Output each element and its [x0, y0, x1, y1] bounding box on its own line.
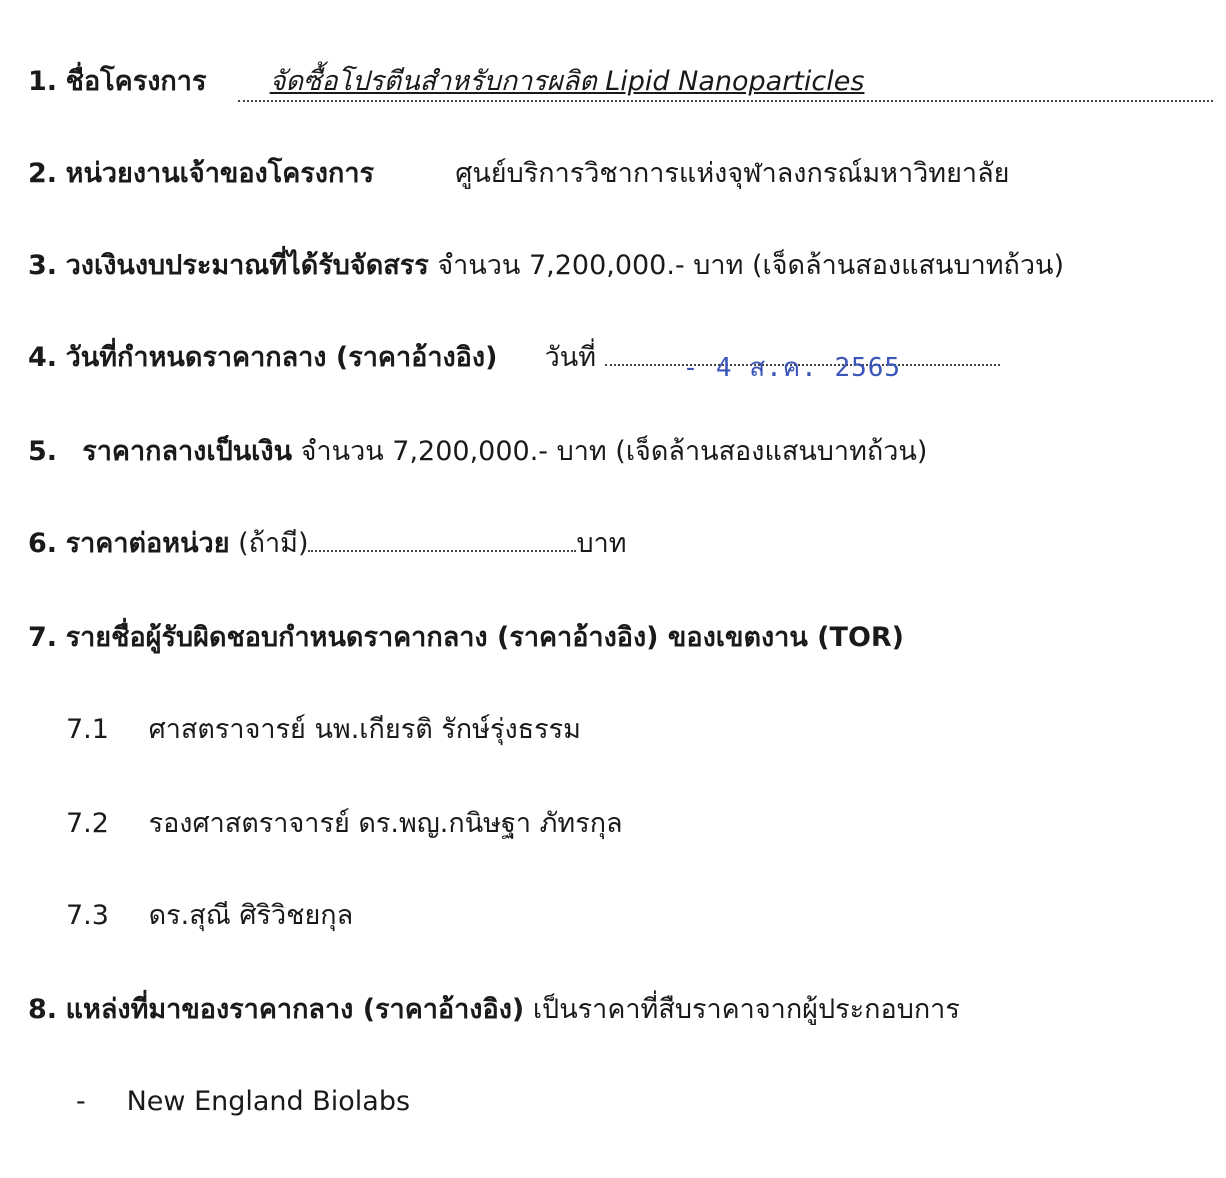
item-label: หน่วยงานเจ้าของโครงการ	[65, 158, 375, 189]
item-number: 3.	[28, 250, 58, 281]
item-label: ชื่อโครงการ	[65, 66, 207, 97]
item-reference-price	[28, 434, 927, 470]
source-name: New England Biolabs	[126, 1086, 411, 1117]
item-label: ราคาต่อหน่วย	[65, 528, 230, 559]
date-field	[605, 353, 1000, 383]
unit-price-suffix: บาท	[576, 528, 627, 559]
item-number: 2.	[28, 158, 58, 189]
committee-name: ศาสตราจารย์ นพ.เกียรติ รักษ์รุ่งธรรม	[148, 714, 581, 745]
project-name-value: จัดซื้อโปรตีนสำหรับการผลิต Lipid Nanoparticles	[269, 66, 865, 97]
item-price-source	[28, 992, 960, 1028]
item-value: จำนวน 7,200,000.- บาท (เจ็ดล้านสองแสนบาทถ้วน)	[437, 250, 1065, 281]
item-label: วงเงินงบประมาณที่ได้รับจัดสรร	[65, 250, 429, 281]
item-reference-date	[28, 340, 1000, 383]
committee-number: 7.1	[66, 714, 109, 745]
item-number: 5.	[28, 436, 58, 467]
committee-member	[66, 806, 623, 842]
item-number: 6.	[28, 528, 58, 559]
item-label: แหล่งที่มาของราคากลาง (ราคาอ้างอิง)	[65, 994, 525, 1025]
unit-price-field	[308, 550, 576, 552]
item-budget	[28, 248, 1064, 284]
item-value: ศูนย์บริการวิชาการแห่งจุฬาลงกรณ์มหาวิทยาลัย	[455, 158, 1010, 189]
project-name-field	[238, 64, 1213, 102]
item-label: รายชื่อผู้รับผิดชอบกำหนดราคากลาง (ราคาอ้างอิง) ของเขตงาน (TOR)	[65, 622, 905, 653]
committee-member	[66, 712, 581, 748]
date-prefix: วันที่	[544, 342, 597, 373]
item-number: 8.	[28, 994, 58, 1025]
item-value: เป็นราคาที่สืบราคาจากผู้ประกอบการ	[532, 994, 960, 1025]
item-label: วันที่กำหนดราคากลาง (ราคาอ้างอิง)	[65, 342, 498, 373]
committee-member	[66, 898, 353, 934]
source-list-item	[76, 1084, 410, 1120]
committee-name: ดร.สุณี ศิริวิชยกุล	[148, 900, 354, 931]
source-bullet: -	[76, 1086, 86, 1117]
unit-price-prefix: (ถ้ามี)	[238, 528, 309, 559]
committee-name: รองศาสตราจารย์ ดร.พญ.กนิษฐา ภัทรกุล	[148, 808, 623, 839]
item-value: จำนวน 7,200,000.- บาท (เจ็ดล้านสองแสนบาทถ้วน)	[300, 436, 928, 467]
committee-number: 7.2	[66, 808, 109, 839]
item-unit-price	[28, 526, 627, 562]
item-project-name	[28, 64, 1213, 102]
item-number: 4.	[28, 342, 58, 373]
item-label: ราคากลางเป็นเงิน	[82, 436, 293, 467]
item-number: 7.	[28, 622, 58, 653]
item-number: 1.	[28, 66, 58, 97]
item-owner-agency	[28, 156, 1009, 192]
item-committee-heading	[28, 620, 904, 656]
date-stamp: - 4 ส.ค. 2565	[682, 353, 902, 383]
committee-number: 7.3	[66, 900, 109, 931]
